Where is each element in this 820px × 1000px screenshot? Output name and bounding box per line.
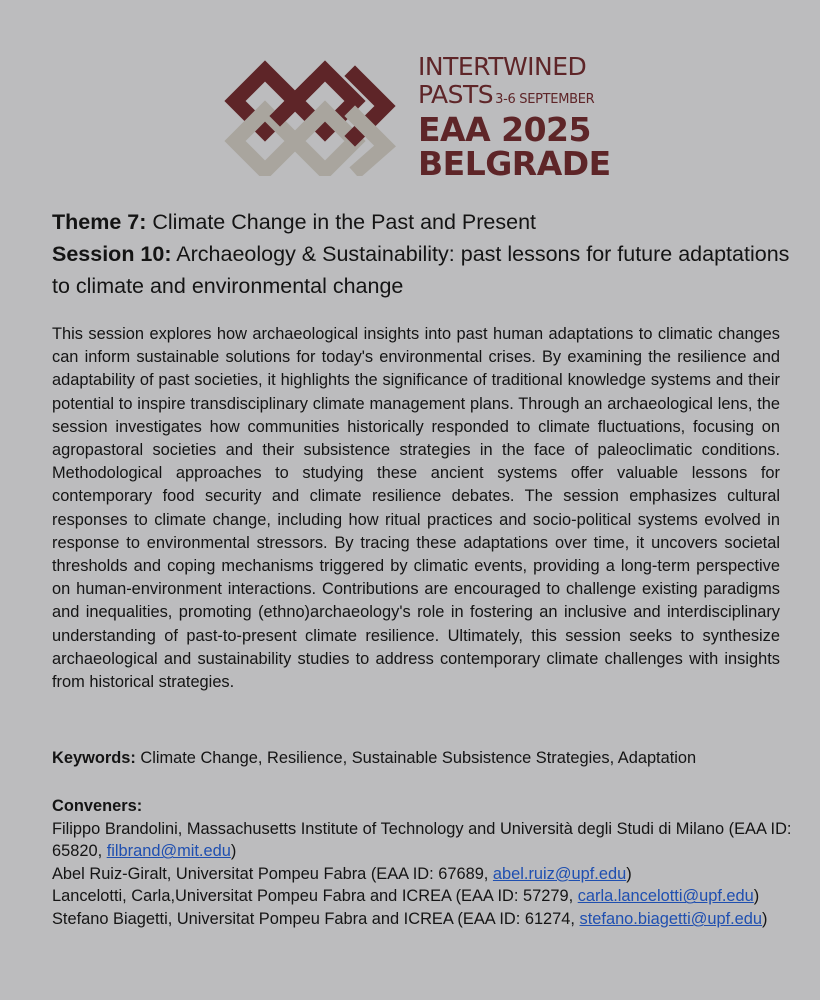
convener-1-close: ) (230, 842, 237, 861)
convener-2-close: ) (626, 864, 632, 883)
conveners-section (52, 795, 792, 931)
convener-1-text: Filippo Brandolini, Massachusetts Institute of Technology and Università degli Studi di Milano (EAA ID: 65820, (52, 819, 792, 861)
session-abstract: This session explores how archaeological insights into past human adaptations to climatic changes can inform sustainable solutions for today's environmental crises. By examining the resilience and adaptability of past societies, it highlights the significance of traditional knowledge systems and their potential to inspire transdisciplinary climate management plans. Through an archaeological lens, the session investigates how communities historically responded to climate fluctuations, focusing on agropastoral societies and their subsistence strategies in the face of paleoclimatic conditions. Methodological approaches to studying these ancient systems offer valuable lessons for contemporary food security and climate resilience debates. The session emphasizes cultural responses to climate change, including how ritual practices and socio-political systems evolved in response to environmental stressors. By tracing these adaptations over time, it uncovers societal thresholds and coping mechanisms triggered by climatic events, providing a long-term perspective on human-environment interactions. Contributions are encouraged to challenge existing paradigms and inequalities, promoting (ethno)archaeology's role in fostering an inclusive and interdisciplinary understanding of past-to-present climate resilience. Ultimately, this session seeks to synthesize archaeological and sustainability studies to address contemporary climate challenges with insights from historical strategies. (52, 325, 780, 692)
session-label: Session 10: (52, 242, 172, 266)
convener-4-close: ) (762, 909, 768, 928)
convener-2 (52, 863, 792, 886)
convener-3 (52, 885, 792, 908)
convener-4-email-link[interactable]: stefano.biagetti@upf.edu (579, 909, 763, 928)
conveners-label: Conveners: (52, 797, 143, 815)
convener-2-email-link[interactable]: abel.ruiz@upf.edu (492, 864, 627, 883)
theme-heading (52, 206, 792, 302)
convener-2-text: Abel Ruiz-Giralt, Universitat Pompeu Fabra (EAA ID: 67689, (52, 864, 493, 883)
logo-dates: 3-6 SEPTEMBER (495, 92, 595, 107)
convener-3-email-link[interactable]: carla.lancelotti@upf.edu (577, 887, 754, 906)
interlace-knot-icon (220, 56, 400, 176)
keywords-text: Climate Change, Resilience, Sustainable Subsistence Strategies, Adaptation (140, 749, 697, 767)
conference-logo (220, 52, 620, 182)
theme-line (52, 206, 792, 238)
convener-3-close: ) (753, 887, 760, 906)
convener-3-text: Lancelotti, Carla,Universitat Pompeu Fabra and ICREA (EAA ID: 57279, (52, 887, 578, 906)
convener-4 (52, 908, 792, 931)
logo-line-intertwined: INTERTWINED (418, 52, 587, 81)
logo-line-pasts (418, 82, 611, 113)
session-title: Archaeology & Sustainability: past lessons for future adaptations to climate and environmental change (52, 242, 790, 298)
convener-1 (52, 818, 792, 863)
logo-wordmark (418, 52, 611, 181)
keywords (52, 747, 792, 770)
convener-4-text: Stefano Biagetti, Universitat Pompeu Fabra and ICREA (EAA ID: 61274, (52, 909, 580, 928)
session-line (52, 238, 792, 302)
logo-pasts-text: PASTS (418, 80, 494, 109)
logo-line-city: BELGRADE (418, 144, 611, 183)
theme-label: Theme 7: (52, 210, 147, 234)
logo-line-eaa: EAA 2025 (418, 110, 591, 149)
theme-title: Climate Change in the Past and Present (152, 210, 537, 234)
convener-1-email-link[interactable]: filbrand@mit.edu (106, 842, 231, 861)
keywords-label: Keywords: (52, 749, 136, 767)
